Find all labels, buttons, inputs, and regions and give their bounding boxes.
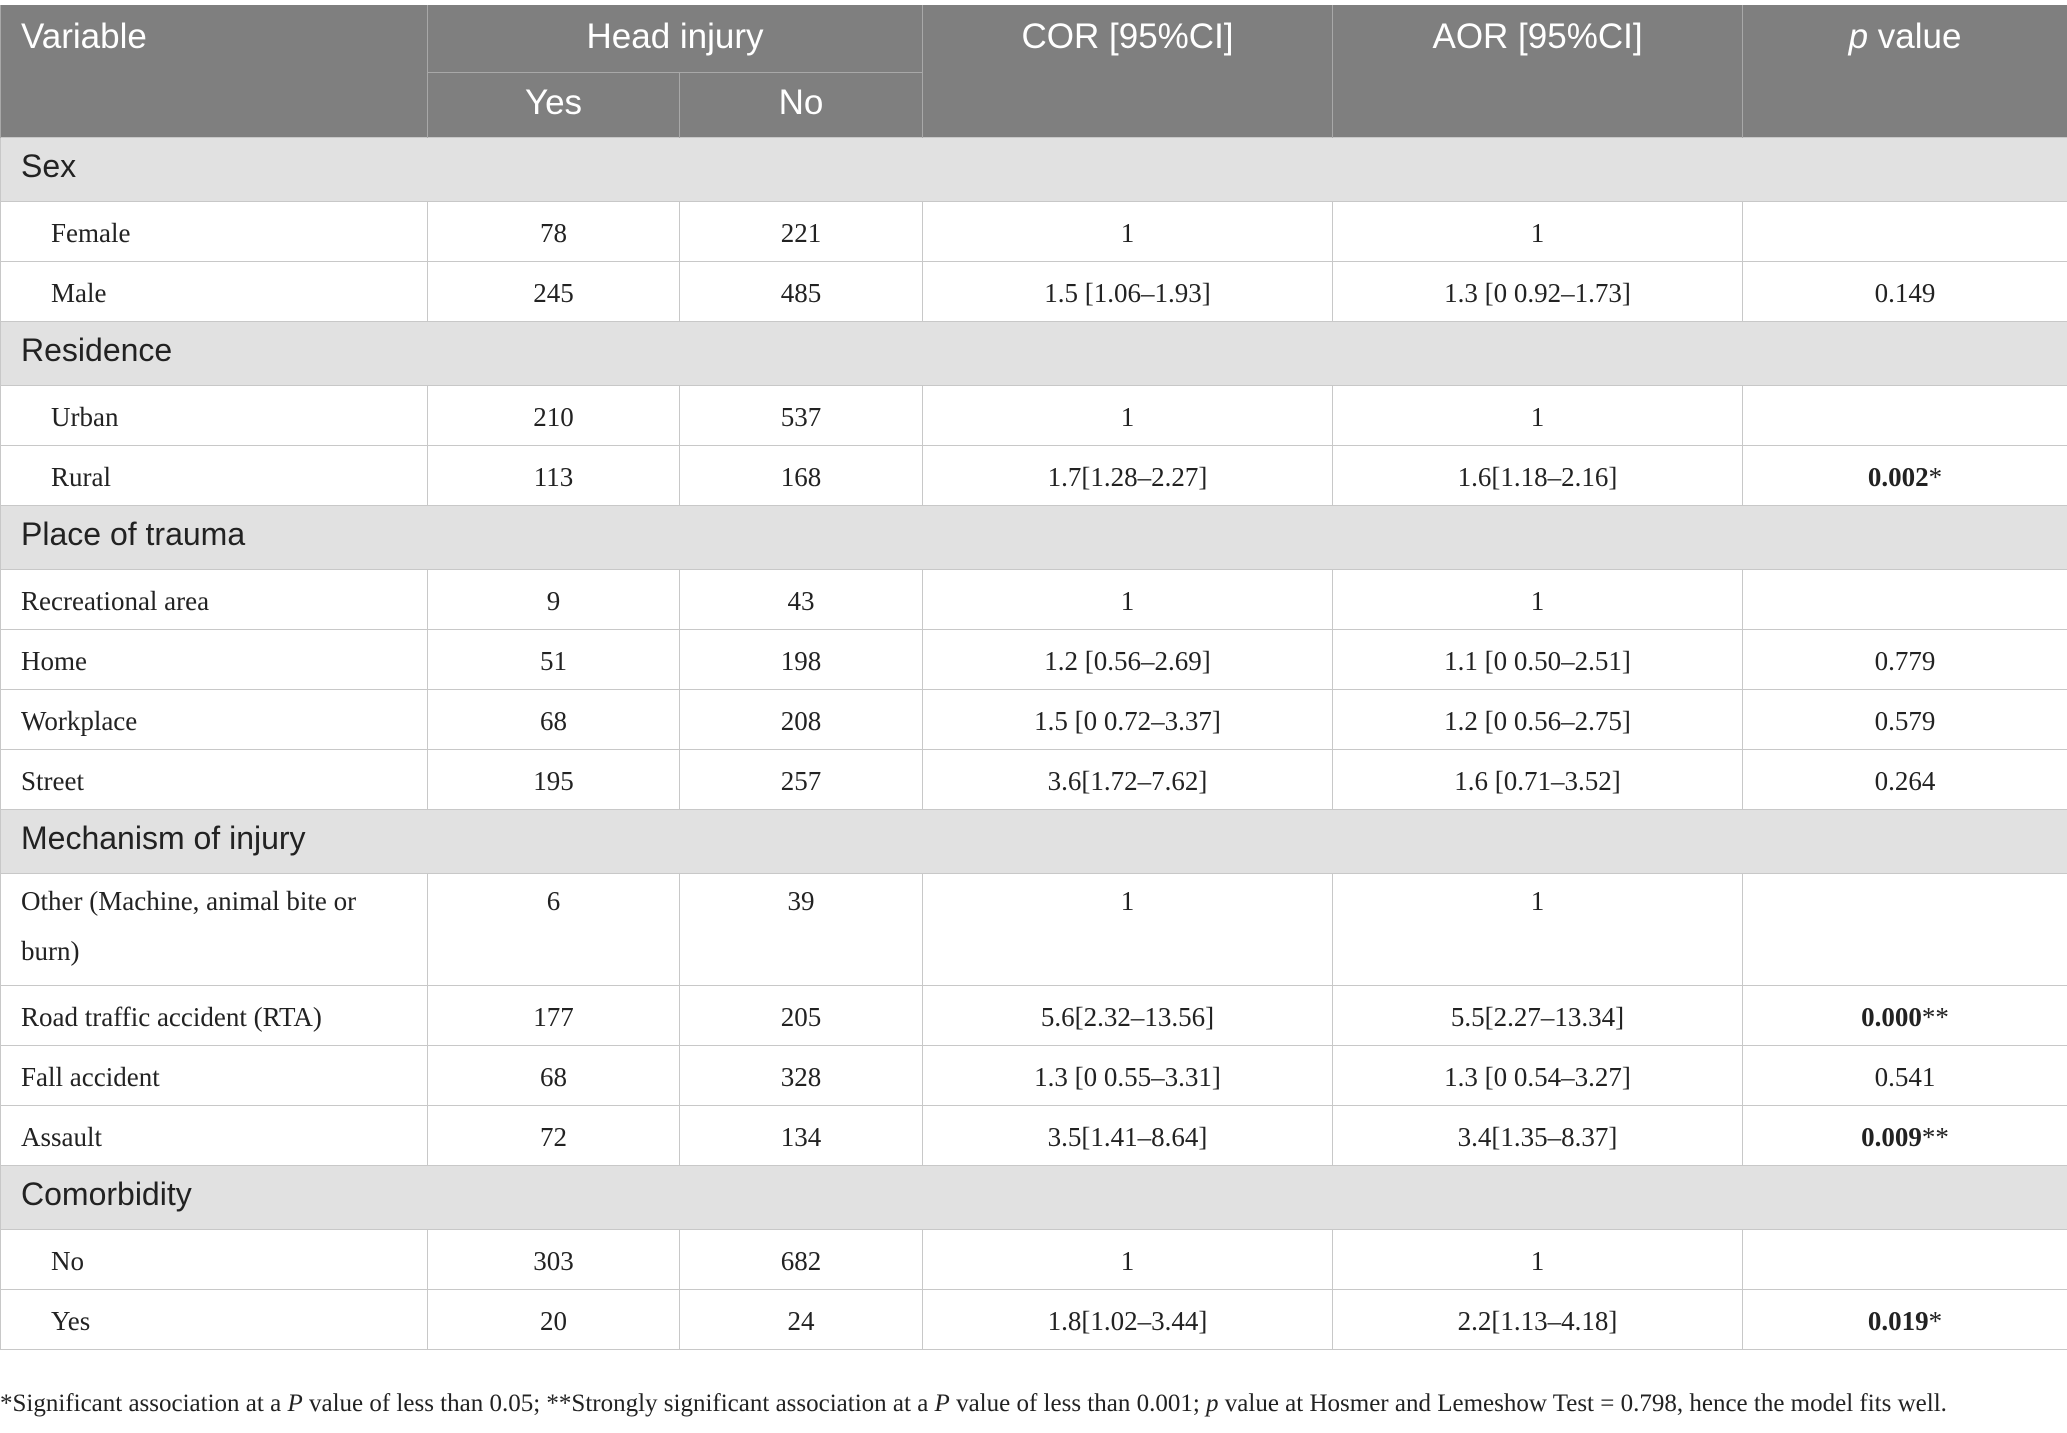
group-header-row [1, 810, 2067, 874]
row-label: Male [1, 262, 428, 322]
footnote-italic-b: P [934, 1390, 950, 1417]
cell-p-value [1743, 986, 2067, 1046]
table-row [1, 446, 2067, 506]
cell-cor: 1 [923, 874, 1333, 986]
header-cor: COR [95%CI] [923, 5, 1333, 138]
cell-no: 485 [680, 262, 923, 322]
cell-aor: 2.2[1.13–4.18] [1333, 1290, 1743, 1350]
cell-no: 39 [680, 874, 923, 986]
row-label: Yes [1, 1290, 428, 1350]
cell-p-value [1743, 750, 2067, 810]
cell-yes: 210 [428, 386, 680, 446]
p-value: 0.009 [1861, 1122, 1922, 1152]
cell-aor: 1.3 [0 0.54–3.27] [1333, 1046, 1743, 1106]
p-value: 0.149 [1874, 278, 1936, 308]
cell-p-value [1743, 1230, 2067, 1290]
header-p-value [1743, 5, 2067, 138]
cell-p-value [1743, 1290, 2067, 1350]
header-p-rest: value [1868, 17, 1962, 56]
group-header-row [1, 1166, 2067, 1230]
cell-cor: 3.6[1.72–7.62] [923, 750, 1333, 810]
cell-cor: 1.5 [1.06–1.93] [923, 262, 1333, 322]
row-label: Female [1, 202, 428, 262]
table-row [1, 202, 2067, 262]
p-value: 0.779 [1874, 646, 1936, 676]
table-row [1, 386, 2067, 446]
row-label: Assault [1, 1106, 428, 1166]
p-value: 0.000 [1861, 1002, 1922, 1032]
cell-aor: 1 [1333, 386, 1743, 446]
cell-p-value [1743, 690, 2067, 750]
cell-cor: 1 [923, 386, 1333, 446]
cell-cor: 1.2 [0.56–2.69] [923, 630, 1333, 690]
cell-no: 134 [680, 1106, 923, 1166]
cell-yes: 195 [428, 750, 680, 810]
cell-yes: 303 [428, 1230, 680, 1290]
group-title: Place of trauma [1, 506, 2067, 570]
cell-aor: 1 [1333, 202, 1743, 262]
table-row [1, 570, 2067, 630]
p-value: 0.541 [1874, 1062, 1936, 1092]
footnote-italic-a: P [287, 1390, 303, 1417]
cell-yes: 51 [428, 630, 680, 690]
table-row [1, 1230, 2067, 1290]
footnote-italic-c: p [1206, 1390, 1219, 1417]
group-header-row [1, 322, 2067, 386]
row-label: Urban [1, 386, 428, 446]
cell-cor: 1.8[1.02–3.44] [923, 1290, 1333, 1350]
group-header-row [1, 506, 2067, 570]
header-no: No [680, 73, 923, 138]
cell-cor: 3.5[1.41–8.64] [923, 1106, 1333, 1166]
cell-no: 257 [680, 750, 923, 810]
cell-cor: 1.5 [0 0.72–3.37] [923, 690, 1333, 750]
footnote-part-c: value of less than 0.001; [949, 1390, 1207, 1417]
cell-aor: 1.2 [0 0.56–2.75] [1333, 690, 1743, 750]
cell-aor: 1.3 [0 0.92–1.73] [1333, 262, 1743, 322]
row-label: Other (Machine, animal bite or burn) [1, 874, 428, 986]
footnote-part-a: *Significant association at a [0, 1390, 288, 1417]
row-label: Street [1, 750, 428, 810]
header-p-italic: p [1848, 17, 1869, 56]
significance-mark: * [1928, 462, 1943, 492]
cell-no: 537 [680, 386, 923, 446]
row-label: Rural [1, 446, 428, 506]
table-row [1, 874, 2067, 986]
cell-yes: 245 [428, 262, 680, 322]
cell-p-value [1743, 570, 2067, 630]
table-body [1, 138, 2067, 1350]
header-aor: AOR [95%CI] [1333, 5, 1743, 138]
cell-cor: 1 [923, 1230, 1333, 1290]
cell-aor: 5.5[2.27–13.34] [1333, 986, 1743, 1046]
cell-cor: 1.3 [0 0.55–3.31] [923, 1046, 1333, 1106]
table-footnote [0, 1390, 2067, 1418]
cell-p-value [1743, 202, 2067, 262]
p-value: 0.002 [1867, 462, 1929, 492]
cell-yes: 177 [428, 986, 680, 1046]
cell-yes: 78 [428, 202, 680, 262]
cell-aor: 1.6[1.18–2.16] [1333, 446, 1743, 506]
cell-yes: 68 [428, 690, 680, 750]
cell-p-value [1743, 630, 2067, 690]
cell-yes: 6 [428, 874, 680, 986]
cell-p-value [1743, 1046, 2067, 1106]
row-label: Recreational area [1, 570, 428, 630]
cell-aor: 1 [1333, 570, 1743, 630]
cell-aor: 1 [1333, 874, 1743, 986]
table-row [1, 690, 2067, 750]
table-row [1, 1106, 2067, 1166]
p-value: 0.579 [1874, 706, 1936, 736]
cell-no: 43 [680, 570, 923, 630]
header-yes: Yes [428, 73, 680, 138]
header-head-injury: Head injury [428, 5, 923, 73]
cell-no: 221 [680, 202, 923, 262]
table-row [1, 262, 2067, 322]
cell-no: 208 [680, 690, 923, 750]
cell-no: 198 [680, 630, 923, 690]
group-title: Sex [1, 138, 2067, 202]
cell-aor: 3.4[1.35–8.37] [1333, 1106, 1743, 1166]
cell-yes: 9 [428, 570, 680, 630]
cell-no: 682 [680, 1230, 923, 1290]
cell-cor: 5.6[2.32–13.56] [923, 986, 1333, 1046]
cell-cor: 1.7[1.28–2.27] [923, 446, 1333, 506]
cell-cor: 1 [923, 202, 1333, 262]
p-value: 0.019 [1867, 1306, 1929, 1336]
cell-no: 168 [680, 446, 923, 506]
footnote-part-b: value of less than 0.05; **Strongly significant association at a [302, 1390, 935, 1417]
cell-no: 205 [680, 986, 923, 1046]
row-label: Road traffic accident (RTA) [1, 986, 428, 1046]
table-row [1, 1290, 2067, 1350]
header-variable: Variable [1, 5, 428, 138]
footnote-part-d: value at Hosmer and Lemeshow Test = 0.798, hence the model fits well. [1218, 1390, 1947, 1417]
table-header [1, 5, 2067, 138]
cell-p-value [1743, 1106, 2067, 1166]
cell-no: 328 [680, 1046, 923, 1106]
group-header-row [1, 138, 2067, 202]
cell-yes: 72 [428, 1106, 680, 1166]
row-label: No [1, 1230, 428, 1290]
cell-aor: 1.6 [0.71–3.52] [1333, 750, 1743, 810]
table-row [1, 630, 2067, 690]
cell-no: 24 [680, 1290, 923, 1350]
table-row [1, 1046, 2067, 1106]
group-title: Mechanism of injury [1, 810, 2067, 874]
significance-mark: ** [1921, 1122, 1949, 1152]
row-label: Workplace [1, 690, 428, 750]
p-value: 0.264 [1874, 766, 1936, 796]
cell-yes: 20 [428, 1290, 680, 1350]
cell-p-value [1743, 386, 2067, 446]
group-title: Comorbidity [1, 1166, 2067, 1230]
significance-mark: ** [1921, 1002, 1949, 1032]
group-title: Residence [1, 322, 2067, 386]
cell-yes: 68 [428, 1046, 680, 1106]
cell-p-value [1743, 874, 2067, 986]
cell-p-value [1743, 446, 2067, 506]
cell-p-value [1743, 262, 2067, 322]
results-table [0, 5, 2067, 1350]
table-row [1, 750, 2067, 810]
cell-cor: 1 [923, 570, 1333, 630]
cell-yes: 113 [428, 446, 680, 506]
significance-mark: * [1928, 1306, 1943, 1336]
table-row [1, 986, 2067, 1046]
cell-aor: 1 [1333, 1230, 1743, 1290]
row-label: Home [1, 630, 428, 690]
cell-aor: 1.1 [0 0.50–2.51] [1333, 630, 1743, 690]
row-label: Fall accident [1, 1046, 428, 1106]
